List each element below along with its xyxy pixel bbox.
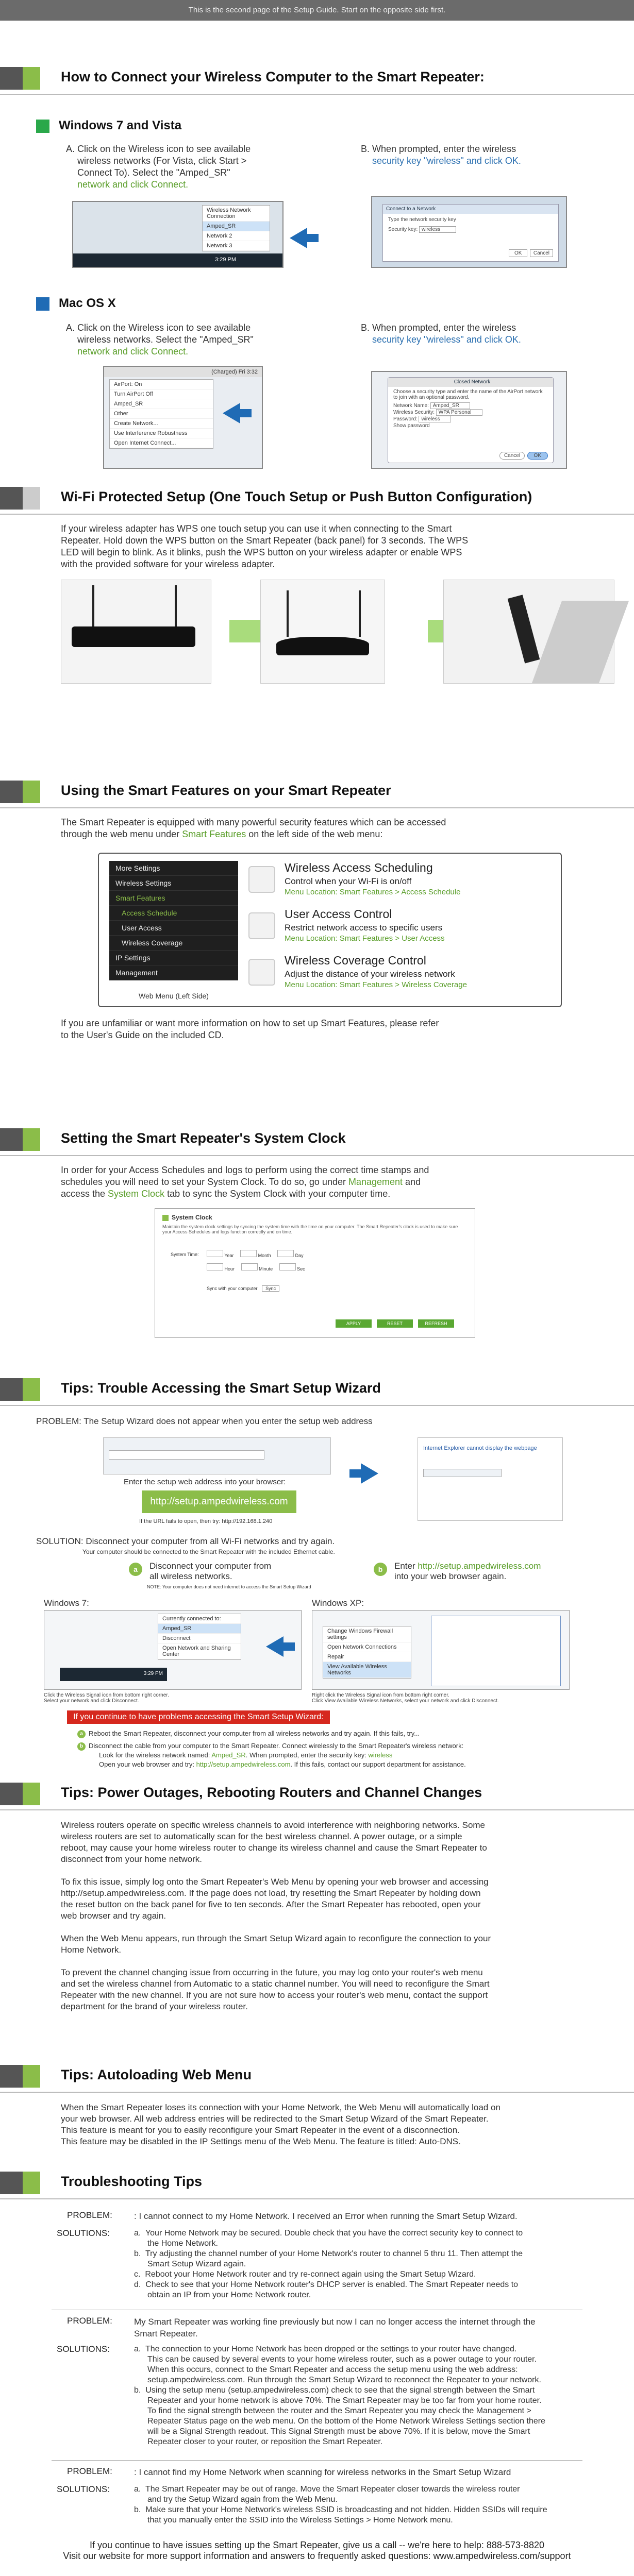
section-block-icon: [0, 781, 40, 803]
section-title: Troubleshooting Tips: [61, 2174, 202, 2189]
top-banner: This is the second page of the Setup Guide. Start on the opposite side first.: [0, 0, 634, 21]
system-time-label: System Time:: [171, 1252, 199, 1257]
extra-step-2: Disconnect the cable from your computer to the Smart Repeater. Connect wirelessly to the Smart Repeater's wireless network:: [89, 1742, 464, 1750]
wireless-adapter-image: [443, 580, 614, 684]
web-menu: [109, 861, 238, 980]
mac-menubar: (Charged) Fri 3:32: [104, 367, 262, 377]
problem-1-text: : I cannot connect to my Home Network. I received an Error when running the Smart Setup Wizard.: [134, 2211, 518, 2221]
menu-item-smart-features[interactable]: Smart Features: [109, 891, 238, 906]
windows7-network-menu: Currently connected to: Amped_SR Disconnect Open Network and Sharing Center: [158, 1614, 241, 1660]
mac-step-b: B. When prompted, enter the wireless security key "wireless" and click OK.: [361, 323, 521, 345]
sync-button[interactable]: Sync: [262, 1285, 279, 1292]
solutions-label: SOLUTIONS:: [57, 2344, 110, 2354]
laptop-icon: [532, 601, 629, 683]
feature-title: Wireless Coverage Control: [285, 954, 426, 967]
step-a-text: Disconnect your computer from all wireless networks.: [149, 1561, 272, 1581]
mac-key-screenshot: [371, 371, 567, 469]
repeater-back-panel-image: [61, 580, 211, 684]
section-divider: [0, 2198, 634, 2199]
section-block-icon: [0, 1128, 40, 1151]
mac-heading: Mac OS X: [36, 296, 116, 311]
feature-title: Wireless Access Scheduling: [285, 861, 433, 874]
windows-taskbar: 3:29 PM: [73, 253, 282, 267]
section-wizard-tips: [0, 1373, 634, 1768]
section-troubleshooting: [0, 2166, 634, 2561]
solutions-1: a. Your Home Network may be secured. Double check that you have the correct security key to connect to the Home Network. b. Try adjusting the channel number of your Home Network's router to channel 5 thru 11. Then attempt the Smart Setup Wizard again. c. Reboot your Home Network router and try re-connect again using the Smart Setup Wizard. d. Check to see that your Home Network router's DHCP server is enabled. The Smart Repeater needs to obtain an IP from your Home Network router.: [134, 2229, 523, 2299]
mac-step-a: A. Click on the Wireless icon to see available wireless networks. Select the "Amped_SR" network and click Connect.: [66, 323, 254, 357]
extra-step-b-badge: b: [77, 1742, 86, 1751]
pointer-arrow-icon: [266, 1636, 283, 1657]
extra-step-3: Look for the wireless network named: Amped_SR. When prompted, enter the security key: wireless: [99, 1751, 393, 1759]
mac-network-list: AirPort: On Turn AirPort Off Amped_SR Other Create Network... Use Interference Robustness Open Internet Connect...: [109, 379, 213, 449]
pointer-arrow-icon: [290, 228, 307, 248]
apply-button[interactable]: APPLY: [336, 1319, 372, 1328]
windows-ok-button[interactable]: OK: [509, 249, 527, 257]
day-input[interactable]: [277, 1250, 294, 1257]
section-block-icon: [0, 487, 40, 510]
windows7-label: Windows 7:: [44, 1598, 89, 1608]
windows-step-b: B. When prompted, enter the wireless security key "wireless" and click OK.: [361, 144, 521, 166]
step-b-badge: b: [374, 1563, 387, 1576]
feature-subtitle: Restrict network access to specific users: [285, 923, 443, 933]
system-clock-description: Maintain the system clock settings by syncing the system time with the time on your computer. The Smart Repeater's clock is used to make sure your Access Schedules and logs function correctly and on time.: [162, 1224, 458, 1234]
solutions-label: SOLUTIONS:: [57, 2228, 110, 2238]
section-block-icon: [0, 1783, 40, 1805]
extra-step-a-badge: a: [77, 1730, 86, 1738]
section-title: Using the Smart Features on your Smart Repeater: [61, 783, 391, 798]
feature-title: User Access Control: [285, 907, 392, 921]
problem-3-text: : I cannot find my Home Network when scanning for wireless networks in the Smart Setup Wizard: [134, 2467, 511, 2477]
section-divider: [0, 1155, 634, 1156]
windows-network-screenshot: [72, 201, 283, 268]
feature-location: Menu Location: Smart Features > Access Schedule: [285, 888, 461, 896]
windowsxp-label: Windows XP:: [312, 1598, 364, 1608]
windows-key-dialog: Connect to a Network Type the network security key Security key: wireless OK Cancel: [382, 204, 559, 262]
section-header: [0, 62, 634, 94]
continue-problems-banner: If you continue to have problems accessing the Smart Setup Wizard:: [67, 1710, 330, 1724]
mac-cancel-button[interactable]: Cancel: [499, 452, 525, 460]
section-wps: [0, 482, 634, 569]
section-block-icon: [0, 67, 40, 90]
problem-label: PROBLEM:: [67, 2466, 112, 2476]
wizard-problem: PROBLEM: The Setup Wizard does not appear when you enter the setup web address: [36, 1416, 373, 1426]
section-title: Setting the Smart Repeater's System Clock: [61, 1130, 346, 1146]
section-title: Tips: Power Outages, Rebooting Routers and Channel Changes: [61, 1785, 482, 1800]
feature-subtitle: Control when your Wi-Fi is on/off: [285, 876, 412, 886]
browser-address-screenshot: [103, 1437, 331, 1475]
windows7-caption: Click the Wireless Signal icon from bottom right corner. Select your network and click Disconnect.: [44, 1692, 169, 1704]
browser-error-screenshot: Internet Explorer cannot display the webpage: [418, 1437, 563, 1521]
menu-item-ip-settings[interactable]: IP Settings: [109, 951, 238, 965]
menu-item-more-settings[interactable]: More Settings: [109, 861, 238, 876]
problem-2-text: My Smart Repeater was working fine previously but now I can no longer access the internet through the Smart Repeater.: [134, 2317, 536, 2338]
month-input[interactable]: [240, 1250, 257, 1257]
problem-label: PROBLEM:: [67, 2210, 112, 2220]
step-b-text: Enter http://setup.ampedwireless.com into your web browser again.: [394, 1561, 541, 1581]
closing-support: If you continue to have issues setting up the Smart Repeater, give us a call -- we're here to help: 888-573-8820 Visit our website for more support information and answers to frequently asked questions: www.ampedwireless.com/support: [63, 2540, 571, 2561]
section-title: Tips: Autoloading Web Menu: [61, 2067, 252, 2082]
section-title: Wi-Fi Protected Setup (One Touch Setup or Push Button Configuration): [61, 489, 532, 504]
solutions-3: a. The Smart Repeater may be out of range. Move the Smart Repeater closer towards the wireless router and try the Setup Wizard again from the Web Menu. b. Make sure that your Home Network's wireless SSID is broadcasting and not hidden. Hidden SSIDs will require that you manually enter the SSID into the Wireless Settings > Home Network menu.: [134, 2485, 547, 2524]
system-clock-body: In order for your Access Schedules and logs to perform using the correct time stamps and schedules you will need to set your System Clock. To do so, go under Management and access the System Clock tab to sync the System Clock with your computer time.: [61, 1165, 429, 1199]
section-divider: [0, 1405, 634, 1406]
section-block-icon: [0, 2065, 40, 2088]
windows-step-a: A. Click on the Wireless icon to see available wireless networks (For Vista, click Start > Connect To). Select the "Amped_SR" network and click Connect.: [66, 144, 251, 190]
step-a-badge: a: [129, 1563, 142, 1576]
enter-address-label: Enter the setup web address into your browser:: [124, 1478, 286, 1486]
setup-url-box: http://setup.ampedwireless.com: [142, 1490, 296, 1513]
user-access-icon: [248, 912, 275, 939]
windows-cancel-button[interactable]: Cancel: [530, 249, 553, 257]
year-input[interactable]: [207, 1250, 223, 1257]
smart-features-intro: The Smart Repeater is equipped with many powerful security features which can be accessed through the web menu under Smart Features on the left side of the web menu:: [61, 817, 446, 839]
feature-location: Menu Location: Smart Features > User Access: [285, 934, 445, 943]
windowsxp-network-menu: Change Windows Firewall settings Open Network Connections Repair View Available Wireless Networks: [323, 1626, 411, 1679]
hour-input[interactable]: [207, 1263, 223, 1270]
wps-body: If your wireless adapter has WPS one touch setup you can use it when connecting to the Smart Repeater. Hold down the WPS button on the Smart Repeater (back panel) for 3 seconds. The WPS LED will begin to blink. As it blinks, push the WPS button on your wireless adapter or enable WPS with the provided software for your wireless adapter.: [61, 523, 469, 569]
windows-heading: Windows 7 and Vista: [36, 118, 181, 133]
feature-subtitle: Adjust the distance of your wireless network: [285, 969, 455, 979]
browser-address-bar[interactable]: [109, 1450, 264, 1460]
usb-adapter-icon: [508, 595, 540, 663]
menu-item-access-schedule[interactable]: Access Schedule: [109, 906, 238, 921]
repeater-front-image: [260, 580, 385, 684]
wizard-solution: SOLUTION: Disconnect your computer from all Wi-Fi networks and try again.: [36, 1536, 335, 1546]
mac-ok-button[interactable]: OK: [527, 452, 548, 460]
section-block-icon: [0, 1378, 40, 1401]
windows7-taskbar: 3:29 PM: [60, 1668, 167, 1681]
section-divider: [0, 94, 634, 95]
repeater-device-icon: [72, 626, 195, 647]
section-divider: [0, 514, 634, 515]
section-divider: [0, 1809, 634, 1810]
pointer-arrow-icon: [223, 403, 240, 423]
section-system-clock: [0, 1123, 634, 1326]
reset-button[interactable]: RESET: [377, 1319, 413, 1328]
menu-item-wireless-settings[interactable]: Wireless Settings: [109, 876, 238, 891]
smart-features-outro: If you are unfamiliar or want more information on how to set up Smart Features, please refer to the User's Guide on the included CD.: [61, 1018, 439, 1040]
menu-item-management[interactable]: Management: [109, 965, 238, 980]
setup-url-note: If the URL fails to open, then try: http://192.168.1.240: [139, 1518, 273, 1524]
wizard-solution-sub: Your computer should be connected to the Smart Repeater with the included Ethernet cable.: [82, 1548, 335, 1555]
solutions-2: a. The connection to your Home Network has been dropped or the settings to your router have changed. This can be caused by several events to your home wireless router, such as a power outage to your router. When this occurs, connect to the Smart Repeater and access the setup menu using the web address: setup.ampedwireless.com. Run through the Smart Setup Wizard to reconnect the Repeater to your network. b. Using the setup menu (setup.ampedwireless.com) check to see that the signal strength between the Smart Repeater and your home network is above 70%. The Smart Repeater may be too far from your home router. To find the signal strength between the router and the Smart Repeater you may check the Management > Repeater Status page on the web menu. On the bottom of the Home Network Wireless Settings section there will be a Signal Strength readout. This Signal Strength must be above 70%. If it is below, move the Smart Repeater closer to your router, or reposition the Smart Repeater.: [134, 2345, 545, 2446]
step-a-note: NOTE: Your computer does not need internet to access the Smart Setup Wizard: [147, 1584, 311, 1589]
refresh-button[interactable]: REFRESH: [418, 1319, 454, 1328]
section-power-outages: [0, 1777, 634, 2011]
repeater-device-icon: [276, 637, 369, 655]
clock-icon: [248, 866, 275, 893]
mac-key-dialog: Closed Network Choose a security type and enter the name of the AirPort network to join with an optional password. Network Name: Amped_SR Wireless Security: WPA Personal Password: wireless Show password Cancel OK: [388, 377, 554, 463]
arrow-right-icon: [361, 1463, 378, 1484]
autoloading-body: When the Smart Repeater loses its connection with your Home Network, the Web Menu will automatically load on your web browser. All web address entries will be redirected to the Smart Setup Wizard of the Smart Repeater. This feature is meant for you to easily reconfigure your Smart Repeater in the event of a disconnection. This feature may be disabled in the IP Settings menu of the Web Menu. The feature is titled: Auto-DNS.: [61, 2103, 500, 2146]
extra-step-4: Open your web browser and try: http://setup.ampedwireless.com. If this fails, contact our support department for assistance.: [99, 1760, 466, 1768]
sync-row: Sync with your computer Sync: [207, 1286, 279, 1291]
windows-network-list: Wireless Network Connection Amped_SR Network 2 Network 3: [202, 205, 270, 251]
section-smart-features: [0, 775, 634, 1040]
section-block-icon: [0, 2172, 40, 2194]
windowsxp-disconnect-screenshot: [312, 1610, 570, 1690]
menu-item-user-access[interactable]: User Access: [109, 921, 238, 936]
second-input[interactable]: [279, 1263, 296, 1270]
section-connect: [0, 62, 634, 459]
feature-location: Menu Location: Smart Features > Wireless Coverage: [285, 980, 467, 989]
windows-square-icon: [36, 120, 49, 133]
power-outage-body: Wireless routers operate on specific wireless channels to avoid interference with neighboring networks. Some wireless routers are set to automatically scan for the best wireless channel. A power outage, or a simple reboot, may cause your home wireless router to change its wireless channel and cause the Smart Repeater to disconnect from your home network. To fix this issue, simply log onto the Smart Repeater's Web Menu by opening your web browser and accessing http://setup.ampedwireless.com. If the page does not load, try resetting the Smart Repeater by holding down the reset button on the back panel for five to ten seconds. After the Smart Repeater has rebooted, open your web browser and try again. When the Web Menu appears, run through the Smart Setup Wizard again to reconfigure the connection to your Home Network. To prevent the channel changing issue from occurring in the future, you may log onto your router's web menu and set the wireless channel from Automatic to a static channel number. You will need to reconfigure the Smart Repeater with the new channel. If you are not sure how to access your router's web menu, contact the support department for the brand of your wireless router.: [61, 1820, 491, 2011]
problem-label: PROBLEM:: [67, 2316, 112, 2326]
minute-input[interactable]: [241, 1263, 258, 1270]
web-menu-caption: Web Menu (Left Side): [139, 992, 209, 1000]
section-autoloading: [0, 2060, 634, 2146]
solutions-label: SOLUTIONS:: [57, 2484, 110, 2494]
windowsxp-caption: Right click the Wireless Signal icon from bottom right corner. Click View Available Wireless Networks, select your network and click Disconnect.: [312, 1692, 499, 1704]
mac-network-screenshot: [103, 366, 263, 469]
wifi-coverage-icon: [248, 959, 275, 986]
windows7-disconnect-screenshot: [44, 1610, 302, 1690]
smart-features-panel: [98, 853, 562, 1007]
system-clock-title: System Clock: [162, 1214, 212, 1221]
section-title: How to Connect your Wireless Computer to the Smart Repeater:: [61, 69, 485, 84]
system-clock-screenshot: [155, 1208, 475, 1338]
section-title: Tips: Trouble Accessing the Smart Setup Wizard: [61, 1380, 381, 1396]
menu-item-wireless-coverage[interactable]: Wireless Coverage: [109, 936, 238, 951]
section-divider: [0, 807, 634, 808]
extra-step-1: Reboot the Smart Repeater, disconnect your computer from all wireless networks and try again. If this fails, try...: [89, 1730, 420, 1737]
system-time-fields: Year Month Day Hour Minute Sec: [207, 1250, 413, 1272]
problem-divider: [52, 2460, 582, 2461]
section-divider: [0, 2092, 634, 2093]
windows-key-screenshot: [371, 196, 567, 268]
mac-square-icon: [36, 297, 49, 311]
